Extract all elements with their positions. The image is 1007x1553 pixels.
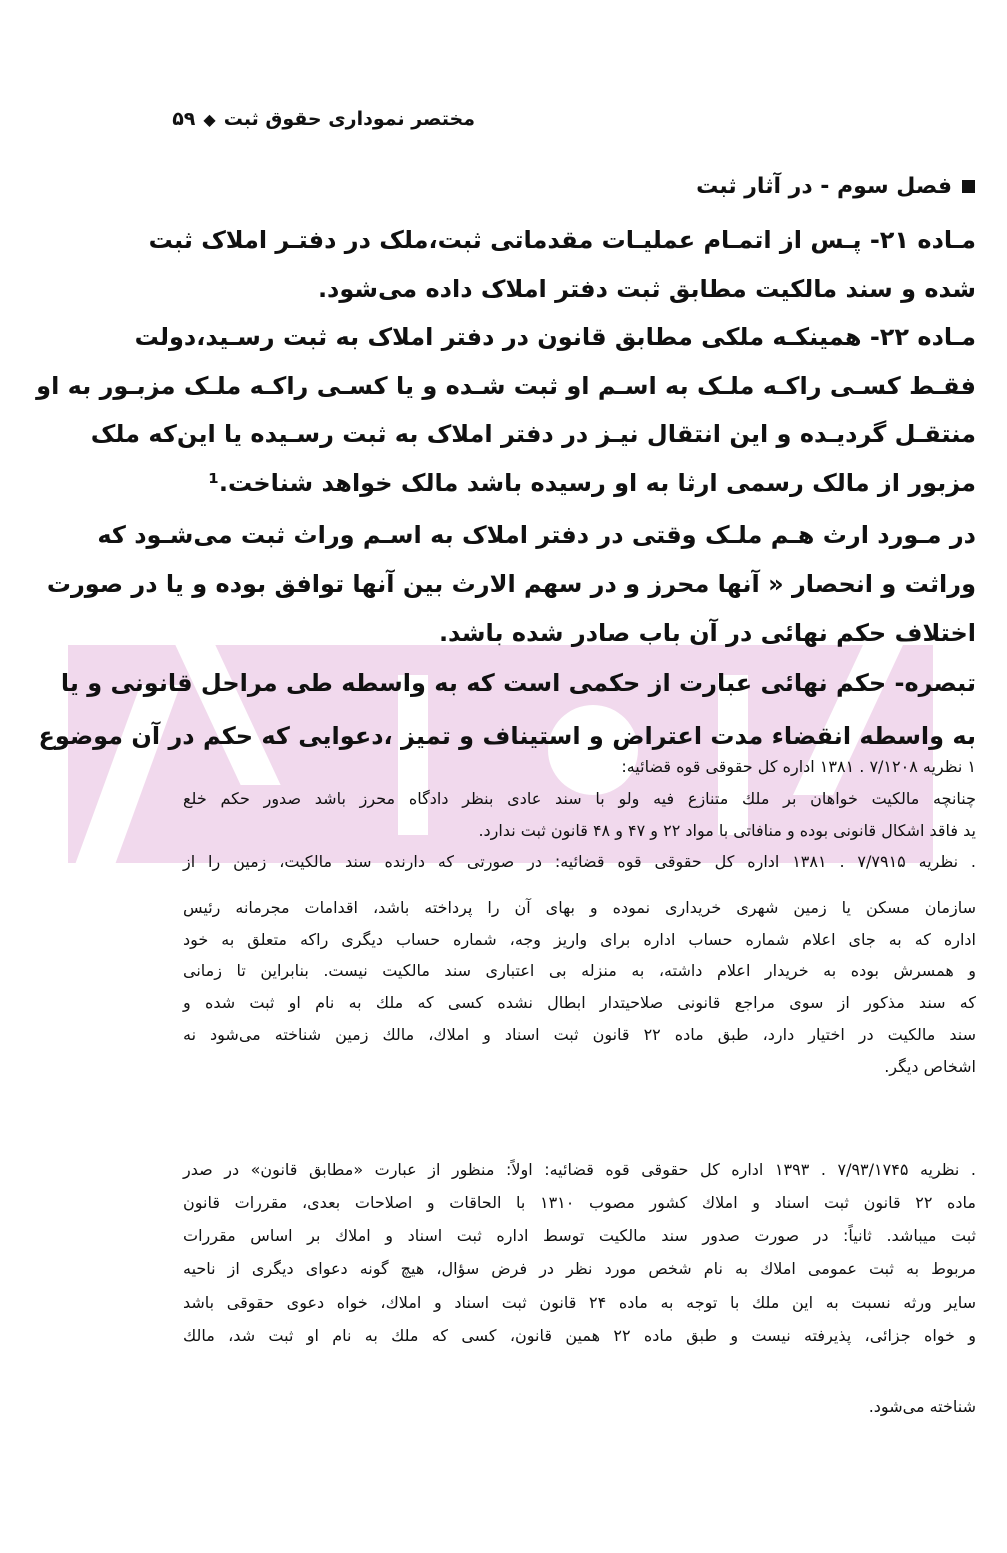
footnote-line: شناخته می‌شود. — [868, 1397, 976, 1416]
body-line: منتقـل گرديـده و اين انتقال نيـز در دفتر املاک به ثبت رسـيده يا اين‌كه ملک — [90, 420, 976, 448]
footnote-line: چنانچه مالكيت خواهان بر ملك متنازع فيه ولو با سند عادی بنظر دادگاه محرز باشد صدور حكم خلع — [183, 789, 976, 808]
body-line: اختلاف حكم نهائی در آن باب صادر شده باشد. — [438, 619, 976, 647]
footnote-line: ماده ۲۲ قانون ثبت اسناد و املاك كشور مصوب ۱۳۱۰ با الحاقات و اصلاحات بعدی، مقررات قانون — [183, 1193, 976, 1212]
body-line: تبصره- حكم نهائی عبارت از حكمی است كه به واسطه طی مراحل قانونی و يا — [60, 669, 976, 697]
page-number: ۵۹ — [172, 108, 196, 130]
footnote-line: سند مالكيت در اختيار دارد، طبق ماده ۲۲ قانون ثبت اسناد و املاك، مالك زمين شناخته می‌شود نه — [183, 1025, 976, 1044]
running-header — [172, 108, 475, 130]
body-line: مـاده ۲۱- پـس از اتمـام عمليـات مقدماتی ثبت،ملک در دفتـر املاک ثبت — [148, 226, 976, 254]
footnote-line: كه سند مذكور از سوی مراجع قانونی صلاحيتدار ابطال نشده كسی كه ملك به نام او ثبت شده و — [183, 993, 976, 1012]
body-line: وراثت و انحصار « آنها محرز و در سهم الارث بين آنها توافق بوده و يا در صورت — [46, 570, 976, 598]
body-line: مزبور از مالک رسمی ارثا به او رسيده باشد مالک خواهد شناخت.¹ — [208, 469, 976, 497]
footnote-line: ساير ورثه نسبت به اين ملك با توجه به ماده ۲۴ قانون ثبت اسناد و املاك، خواه دعوی حقوقی باشد — [183, 1293, 976, 1312]
footnote-line: ۱ نظريه ۷/۱۲۰۸ . ۱۳۸۱ اداره كل حقوقی قوه قضائيه: — [621, 757, 976, 776]
body-line: در مـورد ارث هـم ملـک وقتی در دفتر املاک به اسـم وراث ثبت می‌شـود كه — [97, 521, 976, 549]
footnote-line: . نظريه ۷/۹۳/۱۷۴۵ . ۱۳۹۳ اداره كل حقوقی قوه قضائيه: اولاً: منظور از عبارت «مطابق قانون» در صدر — [183, 1160, 977, 1179]
footnote-line: سازمان مسكن يا زمين شهری خريداری نموده و بهای آن را پرداخته باشد، اقدامات مجرمانه رئيس — [183, 898, 976, 917]
book-title: مختصر نموداری حقوق ثبت — [223, 108, 475, 130]
footnote-line: اشخاص ديگر. — [884, 1057, 976, 1076]
footnote-line: اداره كه به جای اعلام شماره حساب اداره برای واريز وجه، شماره حساب ديگری راكه متعلق به خود — [183, 930, 976, 949]
body-line: مـاده ۲۲- همينكـه ملكی مطابق قانون در دفتر املاک به ثبت رسـيد،دولت — [134, 323, 976, 351]
footnote-line: مربوط به ثبت عمومی املاك به نام شخص مورد نظر در فرض سؤال، هيچ گونه دعوای ديگری از ناحيه — [183, 1259, 976, 1278]
footnote-line: يد فاقد اشكال قانونی بوده و منافاتی با مواد ۲۲ و ۴۷ و ۴۸ قانون ثبت ندارد. — [478, 821, 976, 840]
diamond-icon: ◆ — [203, 110, 216, 129]
footnote-line: و خواه جزائی، پذيرفته نيست و طبق ماده ۲۲ همين قانون، كسی كه ملك به نام او ثبت شد، مالك — [183, 1326, 976, 1345]
footnote-line: . نظريه ۷/۷۹۱۵ . ۱۳۸۱ اداره كل حقوقی قوه قضائيه: در صورتی كه دارنده سند مالكيت، زمين را از — [183, 852, 976, 871]
body-line: فقـط كسـی راكـه ملـک به اسـم او ثبت شـده و يا كسـی راكـه ملـک مزبـور به او — [36, 372, 976, 400]
square-bullet-icon — [962, 180, 975, 193]
footnote-line: ثبت ميباشد. ثانياً: در صورت صدور سند مالكيت توسط اداره ثبت اسناد و املاك بر اساس مقررات — [183, 1226, 976, 1245]
footnote-line: و همسرش بوده به خريدار اعلام داشته، به منزله بی اعتباری سند مالكيت نيست. بنابراين تا زمانی — [183, 961, 976, 980]
body-line: شده و سند مالكيت مطابق ثبت دفتر املاک داده می‌شود. — [317, 275, 976, 303]
body-line: به واسطه انقضاء مدت اعتراض و استيناف و تميز ،دعوايی كه حكم در آن موضوع — [38, 722, 976, 750]
section-heading: فصل سوم - در آثار ثبت — [696, 174, 975, 199]
